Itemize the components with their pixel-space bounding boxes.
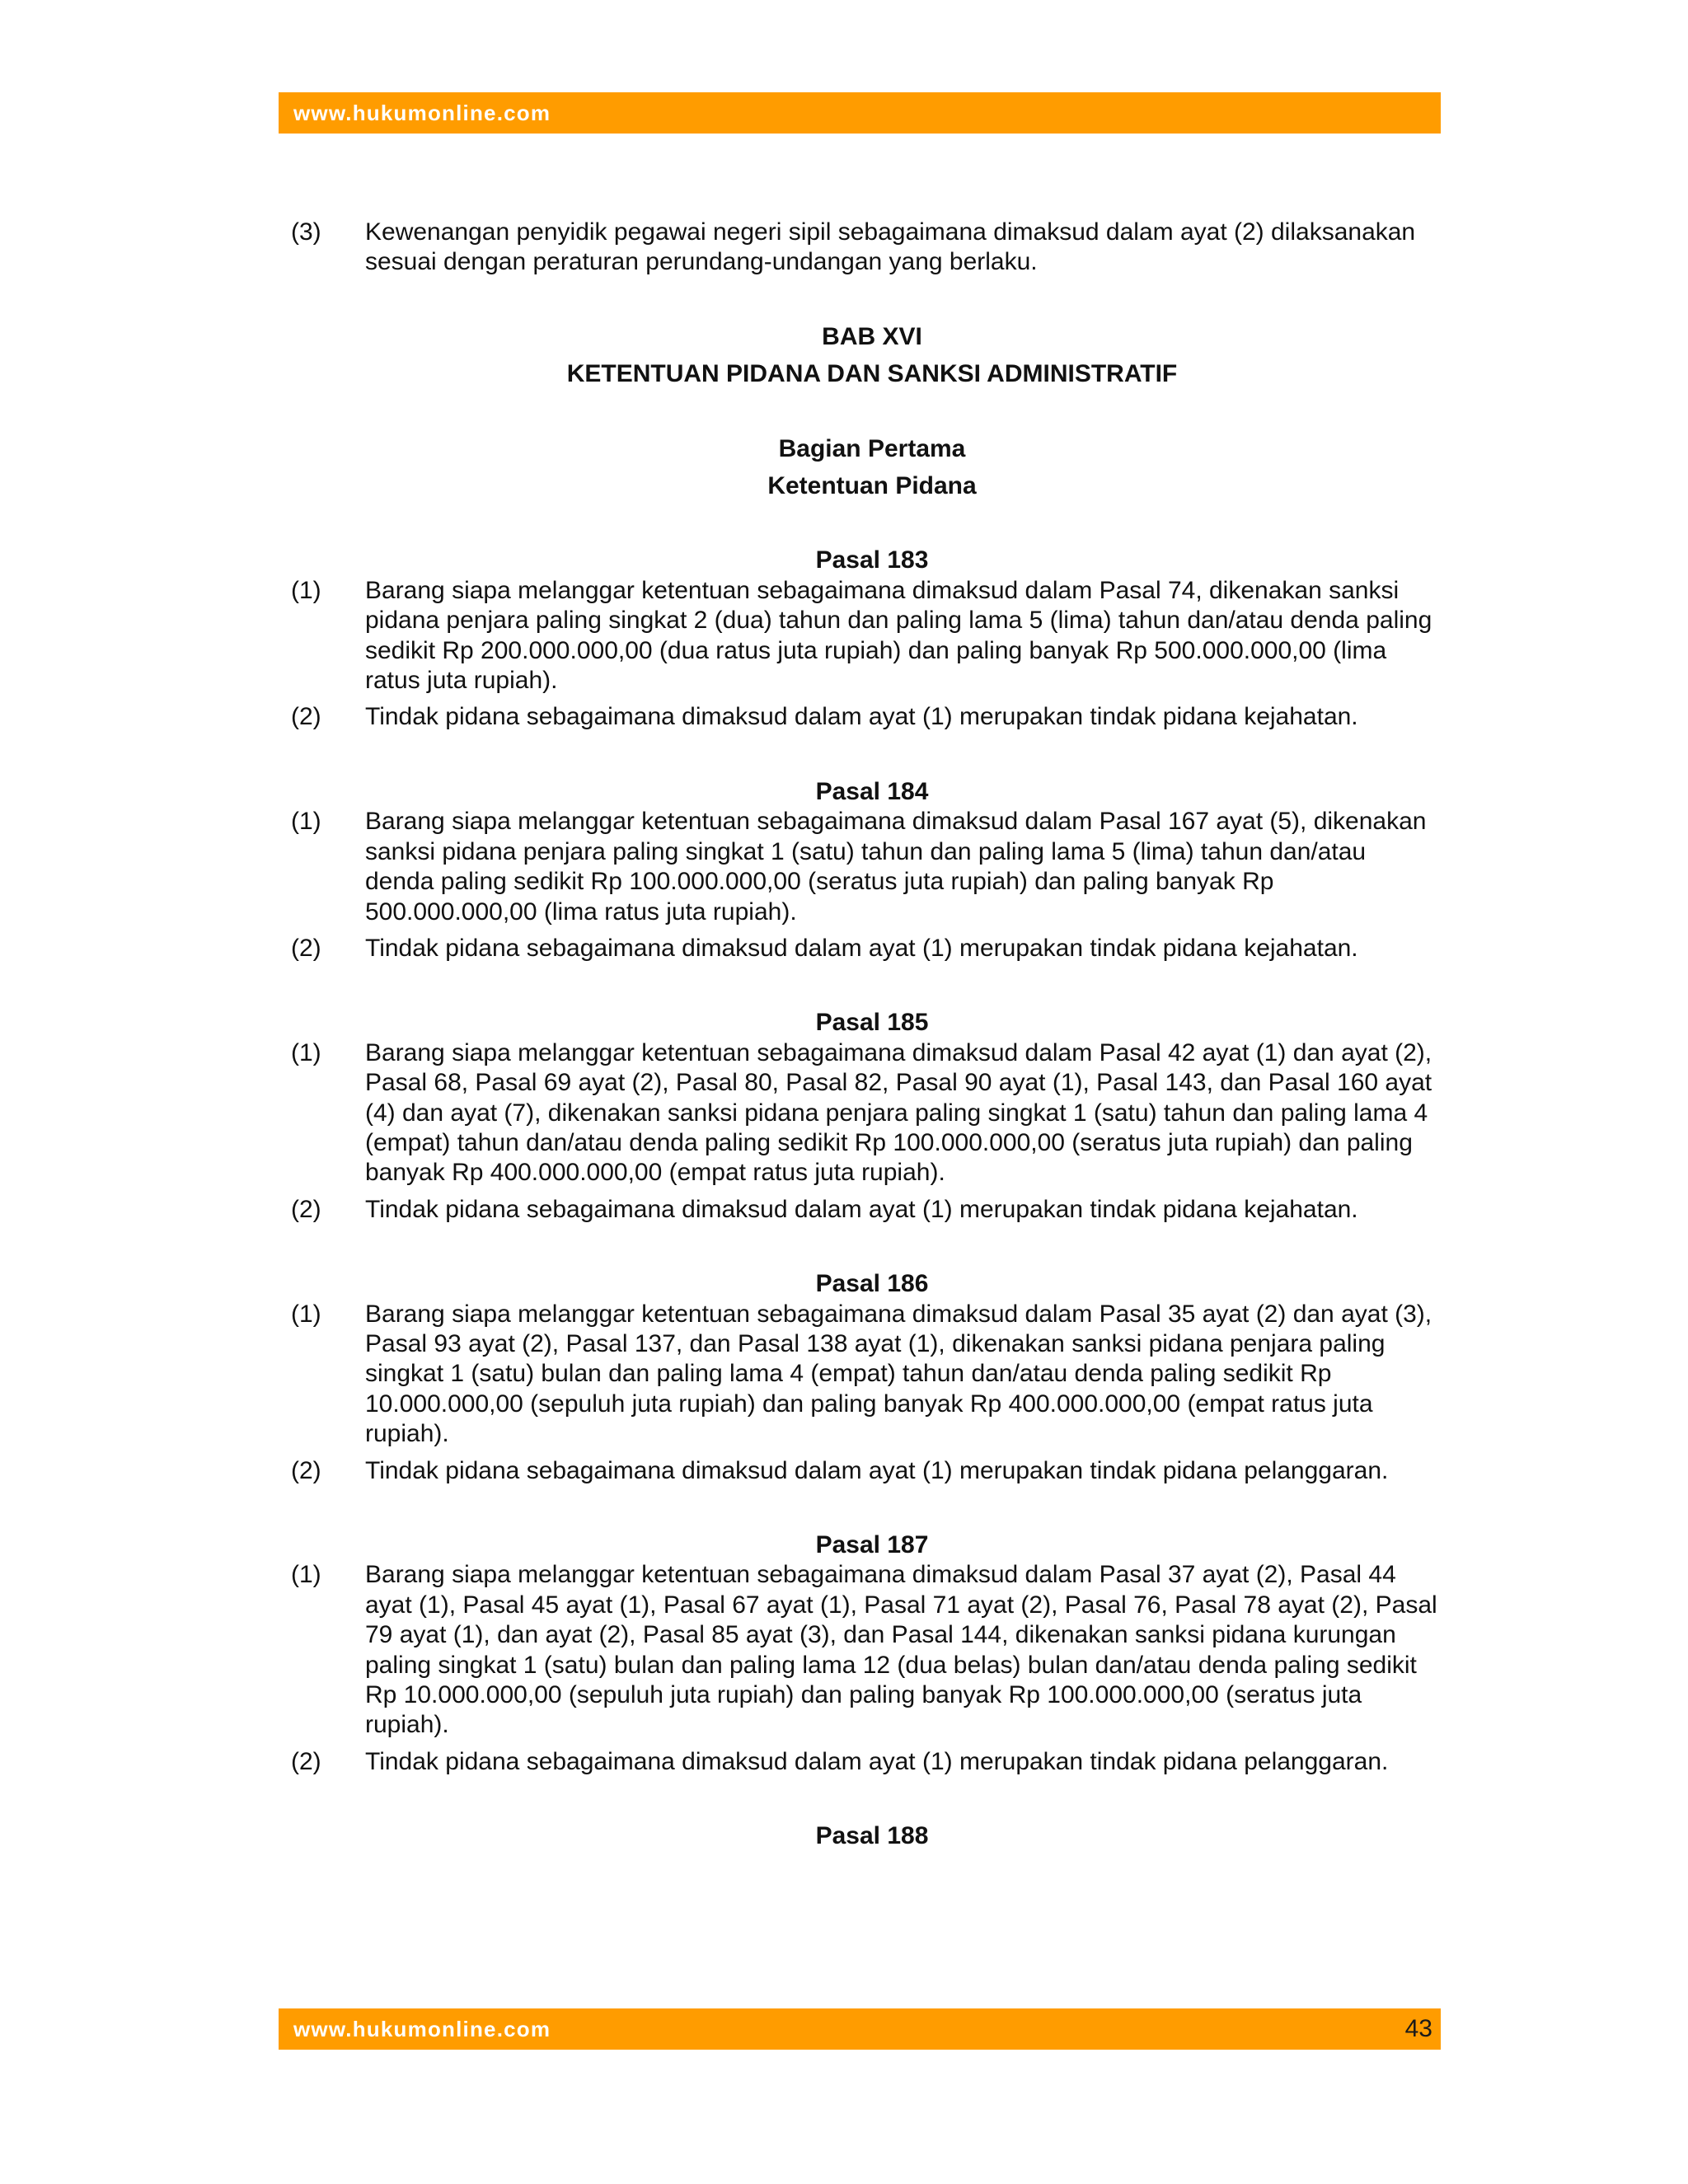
clause-number: (2) (291, 1195, 321, 1223)
pasal-clause (291, 1560, 1438, 1740)
pasal-clause (291, 576, 1438, 696)
footer-bar (279, 2008, 1441, 2050)
pasal-clause (291, 1195, 1438, 1225)
pasal-clause (291, 934, 1438, 963)
clause-number: (1) (291, 576, 321, 604)
chapter-title: KETENTUAN PIDANA DAN SANKSI ADMINISTRATIF (566, 360, 1178, 388)
clause-text: Tindak pidana sebagaimana dimaksud dalam ayat (1) merupakan tindak pidana pelanggaran. (365, 1456, 1389, 1484)
clause-text: Barang siapa melanggar ketentuan sebagaimana dimaksud dalam Pasal 37 ayat (2), Pasal 44 ayat (1), Pasal 45 ayat (1), Pasal 67 ayat (1), Pasal 71 ayat (2), Pasal 76, Pasal 78 ayat (2), Pasal 79 ayat (1), dan ayat (2), Pasal 85 ayat (3), dan Pasal 144, dikenakan sanksi pidana kurungan paling singkat 1 (satu) bulan dan paling lama 12 (dua belas) bulan dan/atau denda paling sedikit Rp 10.000.000,00 (sepuluh juta rupiah) dan paling banyak Rp 100.000.000,00 (seratus juta rupiah). (365, 1561, 1437, 1739)
clause-number: (3) (291, 218, 321, 246)
clause-number: (1) (291, 1038, 321, 1066)
clause-number: (1) (291, 1300, 321, 1328)
part-title: Ketentuan Pidana (767, 472, 977, 500)
pasal-clause (291, 1747, 1438, 1777)
clause-text: Tindak pidana sebagaimana dimaksud dalam ayat (1) merupakan tindak pidana pelanggaran. (365, 1747, 1389, 1775)
header-site-link[interactable]: www.hukumonline.com (293, 101, 551, 125)
pasal-title: Pasal 185 (815, 1009, 929, 1037)
clause-text: Barang siapa melanggar ketentuan sebagaimana dimaksud dalam Pasal 35 ayat (2) dan ayat (3), Pasal 93 ayat (2), Pasal 137, dan Pasal 138 ayat (1), dikenakan sanksi pidana penjara paling singkat 1 (satu) bulan dan paling lama 4 (empat) tahun dan/atau denda paling sedikit Rp 10.000.000,00 (sepuluh juta rupiah) dan paling banyak Rp 400.000.000,00 (empat ratus juta rupiah). (365, 1300, 1432, 1448)
pasal-clause (291, 1300, 1438, 1450)
pasal-title: Pasal 187 (815, 1531, 929, 1558)
pasal-title: Pasal 184 (815, 777, 929, 805)
page-number: 43 (1404, 2015, 1432, 2042)
pasal-clause (291, 1456, 1438, 1486)
clause-text: Tindak pidana sebagaimana dimaksud dalam ayat (1) merupakan tindak pidana kejahatan. (365, 1195, 1358, 1223)
clause-number: (2) (291, 703, 321, 731)
clause-text: Barang siapa melanggar ketentuan sebagaimana dimaksud dalam Pasal 167 ayat (5), dikenakan sanksi pidana penjara paling singkat 1 (satu) tahun dan paling lama 5 (lima) tahun dan/atau denda paling sedikit Rp 100.000.000,00 (seratus juta rupiah) dan paling banyak Rp 500.000.000,00 (lima ratus juta rupiah). (365, 808, 1427, 926)
clause-text: Barang siapa melanggar ketentuan sebagaimana dimaksud dalam Pasal 74, dikenakan sanksi pidana penjara paling singkat 2 (dua) tahun dan paling lama 5 (lima) tahun dan/atau denda paling sedikit Rp 200.000.000,00 (dua ratus juta rupiah) dan paling banyak Rp 500.000.000,00 (lima ratus juta rupiah). (365, 576, 1432, 695)
pasal-clause (291, 1038, 1438, 1188)
pasal-title: Pasal 183 (815, 546, 929, 574)
pasal-clause (291, 702, 1438, 732)
part-number: Bagian Pertama (778, 434, 966, 462)
clause-number: (1) (291, 808, 321, 836)
pasal-title: Pasal 188 (815, 1822, 929, 1850)
header-bar (279, 92, 1441, 134)
intro-clause (291, 218, 1438, 278)
clause-text: Barang siapa melanggar ketentuan sebagaimana dimaksud dalam Pasal 42 ayat (1) dan ayat (2), Pasal 68, Pasal 69 ayat (2), Pasal 80, Pasal 82, Pasal 90 ayat (1), Pasal 143, dan Pasal 160 ayat (4) dan ayat (7), dikenakan sanksi pidana penjara paling singkat 1 (satu) tahun dan paling lama 4 (empat) tahun dan/atau denda paling sedikit Rp 100.000.000,00 (seratus juta rupiah) dan paling banyak Rp 400.000.000,00 (empat ratus juta rupiah). (365, 1038, 1432, 1187)
clause-text: Kewenangan penyidik pegawai negeri sipil sebagaimana dimaksud dalam ayat (2) dilaksanakan sesuai dengan peraturan perundang-undangan yang berlaku. (365, 218, 1416, 276)
clause-text: Tindak pidana sebagaimana dimaksud dalam ayat (1) merupakan tindak pidana kejahatan. (365, 703, 1358, 731)
clause-number: (2) (291, 1456, 321, 1484)
pasal-clause (291, 807, 1438, 927)
footer-site-link[interactable]: www.hukumonline.com (293, 2017, 551, 2041)
clause-number: (2) (291, 1747, 321, 1775)
clause-number: (1) (291, 1561, 321, 1589)
pasal-title: Pasal 186 (815, 1270, 929, 1298)
clause-text: Tindak pidana sebagaimana dimaksud dalam ayat (1) merupakan tindak pidana kejahatan. (365, 934, 1358, 962)
clause-number: (2) (291, 934, 321, 962)
chapter-number: BAB XVI (822, 322, 922, 350)
document-body (291, 218, 1438, 1852)
